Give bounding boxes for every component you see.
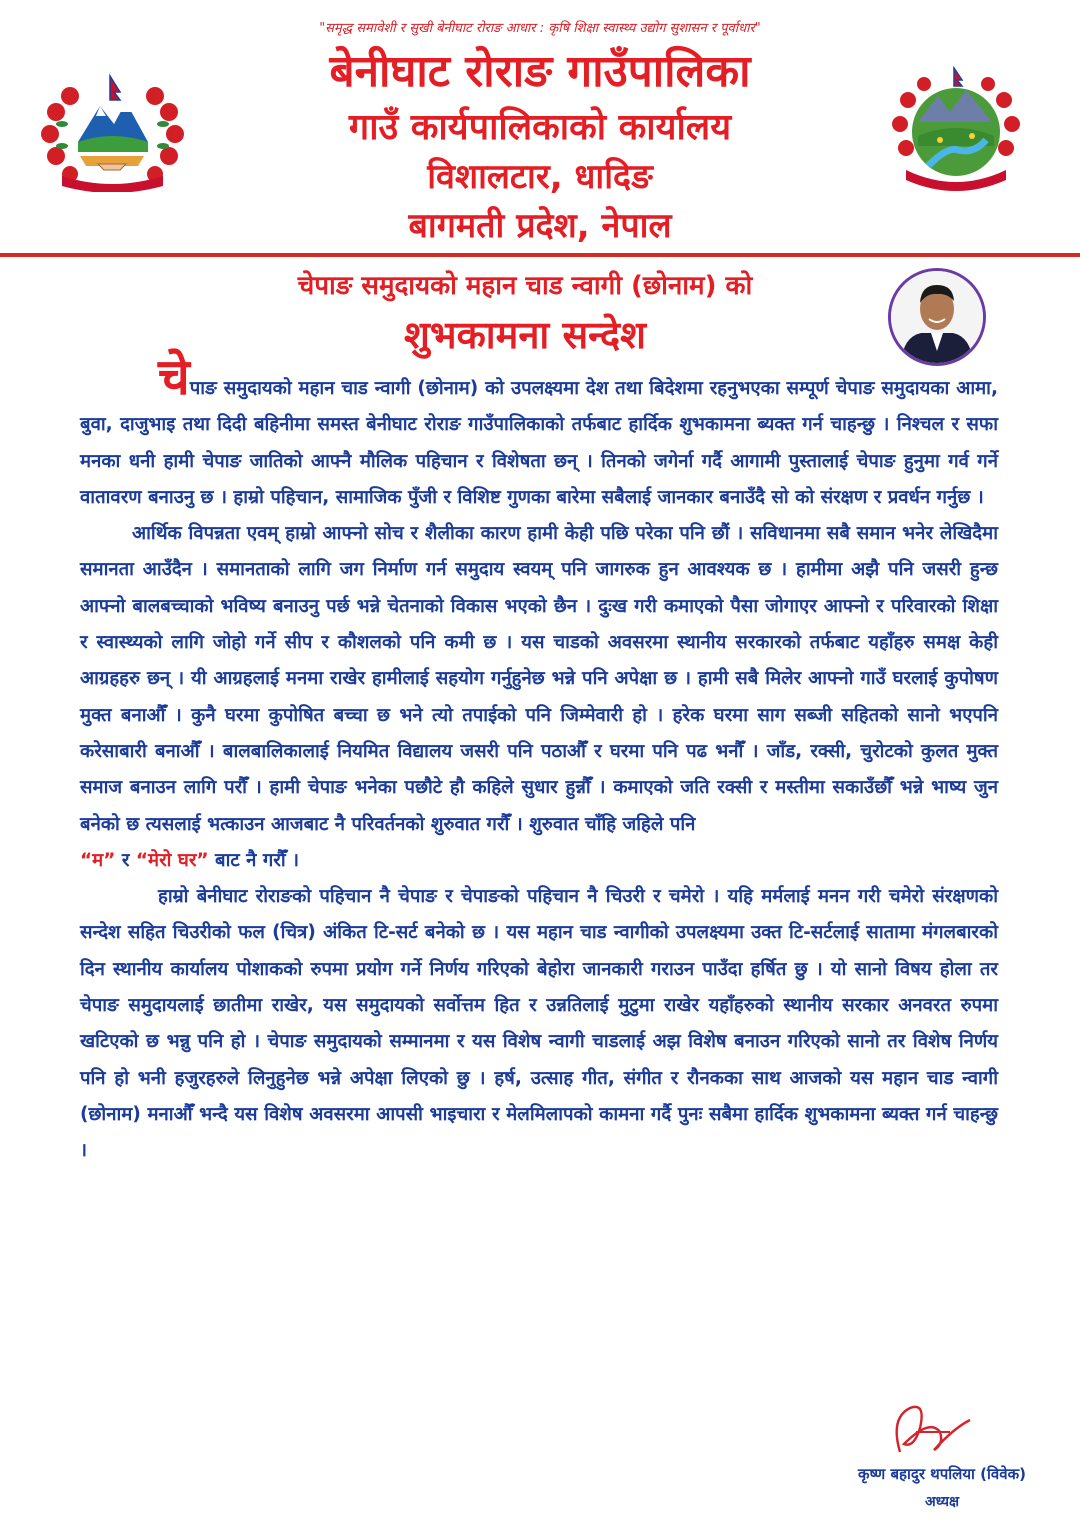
body-paragraph-2 xyxy=(80,516,998,879)
signatory-role: अध्यक्ष xyxy=(924,1494,960,1510)
message-title: शुभकामना सन्देश xyxy=(404,313,646,357)
province-heading: बागमती प्रदेश, नेपाल xyxy=(408,206,672,246)
quote-mero-ghar: “मेरो घर” xyxy=(135,849,209,871)
quote-ma: “म” xyxy=(80,849,116,871)
dropcap: चे xyxy=(158,348,190,406)
org-name-heading: बेनीघाट रोराङ गाउँपालिका xyxy=(329,46,751,97)
header-motto: "समृद्ध समावेशी र सुखी बेनीघाट रोराङ आधार : कृषि शिक्षा स्वास्थ्य उद्योग सुशासन र पूर्वाधार" xyxy=(319,21,761,36)
body-paragraph-1 xyxy=(80,348,998,516)
conjunction-text: र xyxy=(121,849,130,871)
office-heading: गाउँ कार्यपालिकाको कार्यालय xyxy=(348,107,732,148)
message-heading: चेपाङ समुदायको महान चाड न्वागी (छोनाम) को xyxy=(297,271,753,301)
body-paragraph-3 xyxy=(80,879,998,1169)
paragraph-text: पाङ समुदायको महान चाड न्वागी (छोनाम) को उपलक्ष्यमा देश तथा बिदेशमा रहनुभएका सम्पूर्ण चेपाङ समुदायका आमा, बुवा, दाजुभाइ तथा दिदी बहिनीमा समस्त बेनीघाट रोराङ गाउँपालिकाको तर्फबाट हार्दिक शुभकामना ब्यक्त गर्न चाहन्छु । निश्चल र सफा मनका धनी हामी चेपाङ जातिको आफ्नै मौलिक पहिचान र विशेषता छन् । तिनको जगेर्ना गर्दै आगामी पुस्तालाई चेपाङ हुनुमा गर्व गर्ने वातावरण बनाउनु छ । हाम्रो पहिचान, सामाजिक पुँजी र विशिष्ट गुणका बारेमा सबैलाई जानकार बनाउँदै सो को संरक्षण र प्रवर्धन गर्नुछ । xyxy=(80,378,998,508)
closing-text: बाट नै गरौँ । xyxy=(215,849,300,871)
location-heading: विशालटार, धादिङ xyxy=(427,157,653,197)
paragraph-text: हाम्रो बेनीघाट रोराङको पहिचान नै चेपाङ र चेपाङको पहिचान नै चिउरी र चमेरो । यहि मर्मलाई मनन गरी चमेरो संरक्षणको सन्देश सहित चिउरीको फल (चित्र) अंकित टि-सर्ट बनेको छ । यस महान चाड न्वागीको उपलक्ष्यमा उक्त टि-सर्टलाई सातामा मंगलबारको दिन स्थानीय कार्यालय पोशाकको रुपमा प्रयोग गर्ने निर्णय गरिएको बेहोरा जानकारी गराउन पाउँदा हर्षित छु । यो सानो विषय होला तर चेपाङ समुदायलाई छातीमा राखेर, यस समुदायको सर्वोत्तम हित र उन्नतिलाई मुटुमा राखेर यहाँहरुको स्थानीय सरकार अनवरत रुपमा खटिएको छ भन्नु पनि हो । चेपाङ समुदायको सम्मानमा र यस विशेष न्वागी चाडलाई अझ विशेष बनाउन गरिएको सानो तर विशेष निर्णय पनि हो भनी हजुरहरुले लिनुहुनेछ भन्ने अपेक्षा लिएको छु । हर्ष, उत्साह गीत, संगीत र रौनकका साथ आजको यस महान चाड न्वागी (छोनाम) मनाऔँ भन्दै यस विशेष अवसरमा आपसी भाइचारा र मेलमिलापको कामना गर्दै पुनः सबैमा हार्दिक शुभकामना ब्यक्त गर्न चाहन्छु । xyxy=(80,886,998,1162)
header-divider xyxy=(0,253,1080,257)
paragraph-text: आर्थिक विपन्नता एवम् हाम्रो आफ्नो सोच र शैलीका कारण हामी केही पछि परेका पनि छौं । सविधानमा सबै समान भनेर लेखिदैमा समानता आउँदैन । समानताको लागि जग निर्माण गर्न समुदाय स्वयम् पनि जागरुक हुन आवश्यक छ । हामीमा अझै पनि जसरी हुन्छ आफ्नो बालबच्चाको भविष्य बनाउनु पर्छ भन्ने चेतनाको विकास भएको छैन । दुःख गरी कमाएको पैसा जोगाएर आफ्नो र परिवारको शिक्षा र स्वास्थ्यको लागि जोहो गर्ने सीप र कौशलको पनि कमी छ । यस चाडको अवसरमा स्थानीय सरकारको तर्फबाट यहाँहरु समक्ष केही आग्रहहरु छन् । यी आग्रहलाई मनमा राखेर हामीलाई सहयोग गर्नुहुनेछ भन्ने पनि अपेक्षा छ । हामी सबै मिलेर आफ्नो गाउँ घरलाई कुपोषण मुक्त बनाऔँ । कुनै घरमा कुपोषित बच्चा छ भने त्यो तपाईको पनि जिम्मेवारी हो । हरेक घरमा साग सब्जी सहितको सानो भएपनि करेसाबारी बनाऔँ । बालबालिकालाई नियमित विद्यालय जसरी पनि पठाऔँ र घरमा पनि पढ भनौँ । जाँड, रक्सी, चुरोटको कुलत मुक्त समाज बनाउन लागि परौँ । हामी चेपाङ भनेका पछौटे हौ कहिले सुधार हुन्नौँ । कमाएको जति रक्सी र मस्तीमा सकाउँछौँ भन्ने भाष्य जुन बनेको छ त्यसलाई भत्काउन आजबाट नै परिवर्तनको शुरुवात गरौँ । शुरुवात चाँहि जहिले पनि xyxy=(80,523,998,835)
signatory-name: कृष्ण बहादुर थपलिया (विवेक) xyxy=(858,1465,1026,1483)
signature-mark xyxy=(880,1398,980,1462)
message-body xyxy=(80,348,998,1170)
chairman-photo xyxy=(888,268,986,366)
